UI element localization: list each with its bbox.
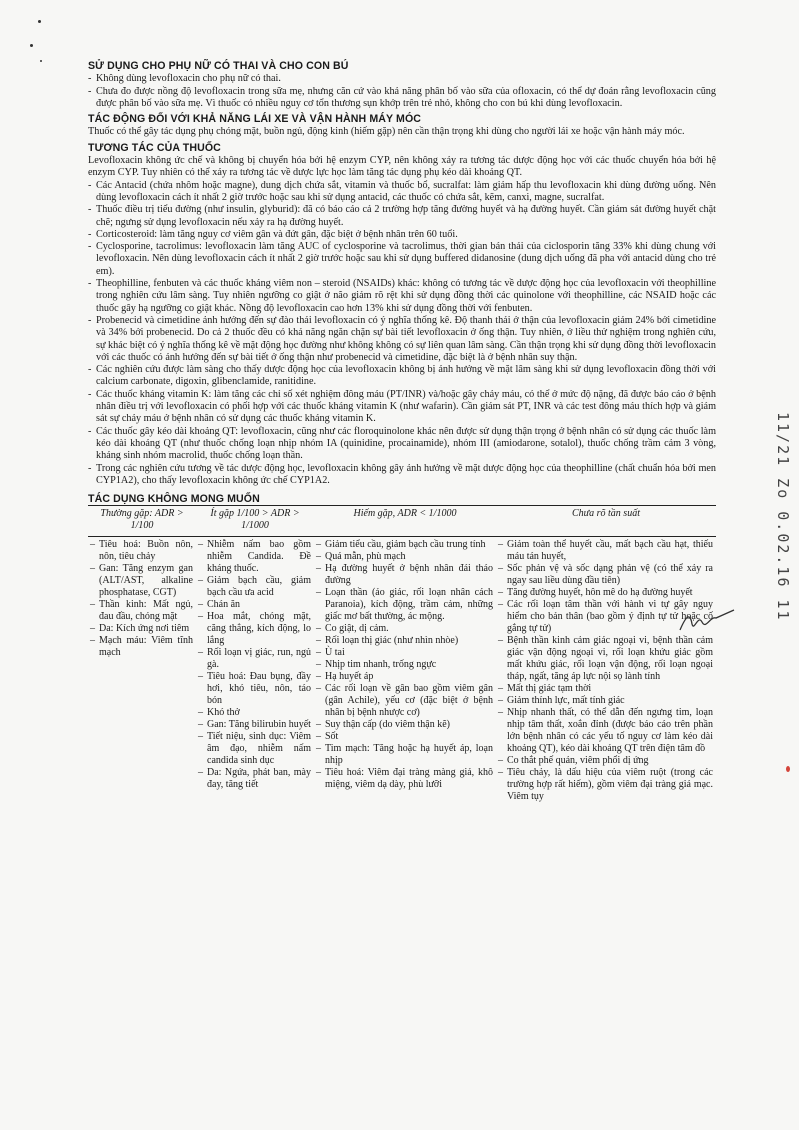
list-item: – Suy thận cấp (do viêm thận kẽ): [316, 719, 493, 731]
list-item: - Thuốc điều trị tiểu đường (như insulin, glyburid): đã có báo cáo cả 2 trường hợp tăng đường huyết và hạ đường huyết. Cần giám sát đường huyết chặt chẽ; ngưng sử dụng levofloxacin nếu xảy ra hạ đường huyết.: [88, 204, 716, 229]
list-item: – Loạn thần (ảo giác, rối loạn nhân cách Paranoia), kích động, trầm cảm, những giấc mơ bất thường, ác mộng.: [316, 587, 493, 623]
red-mark: [786, 766, 790, 772]
list-item: – Giảm thính lực, mất tính giác: [498, 695, 713, 707]
list-item: – Quá mẫn, phù mạch: [316, 551, 493, 563]
rare-cell: [314, 537, 496, 804]
list-item: - Theophilline, fenbuten và các thuốc kháng viêm non – steroid (NSAIDs) khác: không có tương tác về dược động học của levofloxacin với theophilline trong nghiên cứu lâm sàng. Tuy nhiên ngưỡng co giật ở não giảm rõ rệt khi sử dụng đồng thời các quinolone với theophilline, các NSAID hoặc các thuốc gây hạ ngưỡng co giật khác. Nồng độ levofloxacin cao hơn 13% khi sử dụng đồng thời với fenbuten.: [88, 278, 716, 315]
column-header: Hiếm gặp, ADR < 1/1000: [314, 506, 496, 537]
pregnancy-section: [88, 60, 716, 110]
scan-speck: [40, 60, 42, 62]
leaflet-page: [88, 58, 716, 803]
list-item: – Mạch máu: Viêm tĩnh mạch: [90, 635, 193, 659]
list-item: – Da: Kích ứng nơi tiêm: [90, 623, 193, 635]
margin-handwritten-note: [762, 412, 796, 672]
driving-title: TÁC ĐỘNG ĐỐI VỚI KHẢ NĂNG LÁI XE VÀ VẬN HÀNH MÁY MÓC: [88, 113, 422, 126]
list-item: – Gan: Tăng bilirubin huyết: [198, 719, 311, 731]
interactions-section: [88, 142, 716, 487]
table-header-row: [88, 506, 716, 537]
list-item: – Tiêu chảy, là dấu hiệu của viêm ruột (trong các trường hợp rất hiếm), gồm viêm đại tràng giả mạc. Viêm tụy: [498, 767, 713, 803]
list-item: – Rối loạn vị giác, run, ngủ gà.: [198, 647, 311, 671]
list-item: – Co giật, dị cảm.: [316, 623, 493, 635]
list-item: – Thần kinh: Mất ngủ, đau đầu, chóng mặt: [90, 599, 193, 623]
list-item: – Tăng đường huyết, hôn mê do hạ đường huyết: [498, 587, 713, 599]
scan-speck: [38, 20, 41, 23]
list-item: – Bệnh thần kinh cảm giác ngoại vi, bệnh thần cảm giác vận động ngoại vi, rối loạn khứu giác gồm mất khứu giác, rối loạn vận động, rối loạn ngoại tháp, ngất, tăng áp lực nội sọ lành tính: [498, 635, 713, 683]
list-item: - Trong các nghiên cứu tương về tác dược động học, levofloxacin không gây ảnh hưởng về mặt dược động học của theophilline (chất chuẩn hóa bởi men CYP1A2), cho thấy levofloxacin không ức chế CYP1A2.: [88, 463, 716, 488]
list-item: – Tiêu hoá: Buồn nôn, nôn, tiêu chảy: [90, 539, 193, 563]
list-item: – Nhịp nhanh thất, có thể dẫn đến ngưng tim, loạn nhịp tâm thất, xoắn đỉnh (được báo cáo trên phần lớn bệnh nhân có các yếu tố nguy cơ làm kéo dài khoảng QT), kéo dài khoảng QT trên điện tâm đồ: [498, 707, 713, 755]
list-item: – Tiêu hoá: Đau bụng, đầy hơi, khó tiêu, nôn, táo bón: [198, 671, 311, 707]
margin-note-text: 11/21 Zo 0.02.16 11: [774, 412, 792, 622]
common-list: [90, 539, 193, 659]
interactions-list: [88, 180, 716, 487]
adverse-table: [88, 506, 716, 803]
list-item: – Các rối loạn về gân bao gồm viêm gân (gân Achile), yếu cơ (đặc biệt ở bệnh nhân bị bệnh nhược cơ): [316, 683, 493, 719]
list-item: - Probenecid và cimetidine ảnh hưởng đến sự đào thải levofloxacin có ý nghĩa thống kê. Độ thanh thải ở thận của levofloxacin giảm 24% bởi cimetidine và 34% bởi probenecid. Do cả 2 thuốc đều có khả năng ngăn chặn sự bài tiết levofloxacin ở ống thận. Tuy nhiên, ở liều thử nghiệm trong nghiên cứu, sự khác biệt có ý nghĩa thống kê về mặt động học đường như không không có sự liên quan lâm sàng. Cần thận trọng khi sử dụng đồng thời levofloxacin với các thuốc có ảnh hưởng đến sự bài tiết ở ống thận như probenecid và cimetidine, đặc biệt là ở bệnh nhân suy thận.: [88, 315, 716, 364]
pregnancy-list: [88, 73, 716, 110]
list-item: – Rối loạn thị giác (như nhìn nhòe): [316, 635, 493, 647]
column-header: Ít gặp 1/100 > ADR > 1/1000: [196, 506, 314, 537]
list-item: – Hoa mắt, chóng mặt, căng thẳng, kích động, lo lắng: [198, 611, 311, 647]
adverse-heading: [88, 493, 716, 506]
signature-mark: [676, 606, 736, 636]
list-item: – Sốt: [316, 731, 493, 743]
rare-list: [316, 539, 493, 791]
list-item: – Khó thở: [198, 707, 311, 719]
list-item: - Không dùng levofloxacin cho phụ nữ có thai.: [88, 73, 716, 85]
common-cell: [88, 537, 196, 804]
interactions-intro: Levofloxacin không ức chế và không bị chuyển hóa bởi hệ enzym CYP, nên không xảy ra tương tác dược động học với các thuốc chuyển hóa bởi hệ enzym CYP. Tuy nhiên có thể xảy ra tương tác về dược lực học làm tăng tác dụng phụ kéo dài khoảng QT.: [88, 155, 716, 179]
list-item: – Da: Ngứa, phát ban, mày đay, tăng tiết: [198, 767, 311, 791]
uncommon-list: [198, 539, 311, 791]
list-item: - Chưa đo được nồng độ levofloxacin trong sữa mẹ, nhưng căn cứ vào khả năng phân bố vào sữa của ofloxacin, có thể dự đoán rằng levofloxacin cũng được phân bố vào sữa mẹ. Vì thuốc có nhiều nguy cơ tổn thương sụn khớp trên trẻ nhỏ, không cho con bú khi dùng levofloxacin.: [88, 86, 716, 111]
list-item: – Giảm bạch cầu, giảm bạch cầu ưa acid: [198, 575, 311, 599]
list-item: – Co thắt phế quản, viêm phổi dị ứng: [498, 755, 713, 767]
list-item: - Corticosteroid: làm tăng nguy cơ viêm gân và đứt gân, đặc biệt ở bệnh nhân trên 60 tuổi.: [88, 229, 716, 241]
interactions-title: TƯƠNG TÁC CỦA THUỐC: [88, 141, 221, 154]
column-header: Thường gặp: ADR > 1/100: [88, 506, 196, 537]
table-row: [88, 537, 716, 804]
scan-speck: [30, 44, 33, 47]
list-item: – Tiết niệu, sinh dục: Viêm âm đạo, nhiễm nấm candida sinh dục: [198, 731, 311, 767]
list-item: – Các rối loạn tâm thần với hành vi tự gây nguy hiểm cho bản thân (bao gồm ý định tự tử hoặc cố gắng tự tử): [498, 599, 713, 635]
column-header: Chưa rõ tần suất: [496, 506, 716, 537]
list-item: – Mất thị giác tạm thời: [498, 683, 713, 695]
unknown-frequency-list: [498, 539, 713, 803]
list-item: – Hạ đường huyết ở bệnh nhân đái tháo đường: [316, 563, 493, 587]
list-item: – Tiêu hoá: Viêm đại tràng màng giả, khô miệng, viêm dạ dày, phù lưỡi: [316, 767, 493, 791]
list-item: – Hạ huyết áp: [316, 671, 493, 683]
list-item: – Sốc phản vệ và sốc dạng phản vệ (có thể xảy ra ngay sau liều dùng đầu tiên): [498, 563, 713, 587]
adverse-section: [88, 493, 716, 803]
list-item: – Chán ăn: [198, 599, 311, 611]
list-item: – Ù tai: [316, 647, 493, 659]
list-item: - Các thuốc gây kéo dài khoảng QT: levofloxacin, cũng như các floroquinolone khác nên được sử dụng thận trọng ở bệnh nhân có sử dụng các thuốc làm kéo dài khoảng QT (như thuốc chống loạn nhịp nhóm IA (quinidine, procainamide), nhóm III (amiodarone, sotalol), thuốc chống trầm cảm 3 vòng, kháng sinh nhóm macrolid, thuốc chống loạn thần.: [88, 426, 716, 463]
adverse-title: TÁC DỤNG KHÔNG MONG MUỐN: [88, 493, 260, 506]
list-item: - Các thuốc kháng vitamin K: làm tăng các chỉ số xét nghiệm đông máu (PT/INR) và/hoặc gây chảy máu, có thể ở mức độ nặng, đã được báo cáo ở bệnh nhân điều trị với levofloxacin có phối hợp với các thuốc kháng vitamin K (như wafarin). Cần giám sát PT, INR và các test đông máu thích hợp và giám sát sự chảy máu ở bệnh nhân có sử dụng các thuốc kháng vitamin K.: [88, 389, 716, 426]
uncommon-cell: [196, 537, 314, 804]
pregnancy-title: SỬ DỤNG CHO PHỤ NỮ CÓ THAI VÀ CHO CON BÚ: [88, 60, 349, 72]
driving-text: Thuốc có thể gây tác dụng phụ chóng mặt, buồn ngủ, động kinh (hiếm gặp) nên cần thận trọng khi dùng cho người lái xe hoặc vận hành máy móc.: [88, 126, 685, 138]
unknown-frequency-cell: [496, 537, 716, 804]
list-item: - Các nghiên cứu được làm sàng cho thấy dược động học của levofloxacin không bị ảnh hưởng về mặt lâm sàng khi sử dụng levofloxacin đồng thời với calcium carbonate, digoxin, glibenclamide, ranitidine.: [88, 364, 716, 389]
list-item: – Giảm tiểu cầu, giảm bạch cầu trung tính: [316, 539, 493, 551]
list-item: – Giảm toàn thể huyết cầu, mất bạch cầu hạt, thiếu máu tán huyết,: [498, 539, 713, 563]
driving-section: [88, 113, 716, 139]
list-item: – Tim mạch: Tăng hoặc hạ huyết áp, loạn nhịp: [316, 743, 493, 767]
list-item: - Cyclosporine, tacrolimus: levofloxacin làm tăng AUC of cyclosporine và tacrolimus, thời gian bán thải của ciclosporin tăng 33% khi dùng chung với levofloxacin. Nên dùng levofloxacin cách ít nhất 2 giờ trước hoặc sau khi sử dụng buffered didanosine (dung dịch uống đã pha với antacid dùng cho trẻ em).: [88, 241, 716, 278]
list-item: – Nhịp tim nhanh, trống ngực: [316, 659, 493, 671]
list-item: – Nhiễm nấm bao gồm nhiễm Candida. Đề kháng thuốc.: [198, 539, 311, 575]
list-item: - Các Antacid (chứa nhôm hoặc magne), dung dịch chứa sắt, vitamin và thuốc bổ, sucralfat: làm giảm hấp thu levofloxacin khi dùng đường uống. Nên dùng levofloxacin cách ít nhất 2 giờ trước hoặc sau khi sử dụng antacid, các thuốc có chứa sắt, kẽm, canxi, magne, sucralfat.: [88, 180, 716, 205]
list-item: – Gan: Tăng enzym gan (ALT/AST, alkaline phosphatase, CGT): [90, 563, 193, 599]
